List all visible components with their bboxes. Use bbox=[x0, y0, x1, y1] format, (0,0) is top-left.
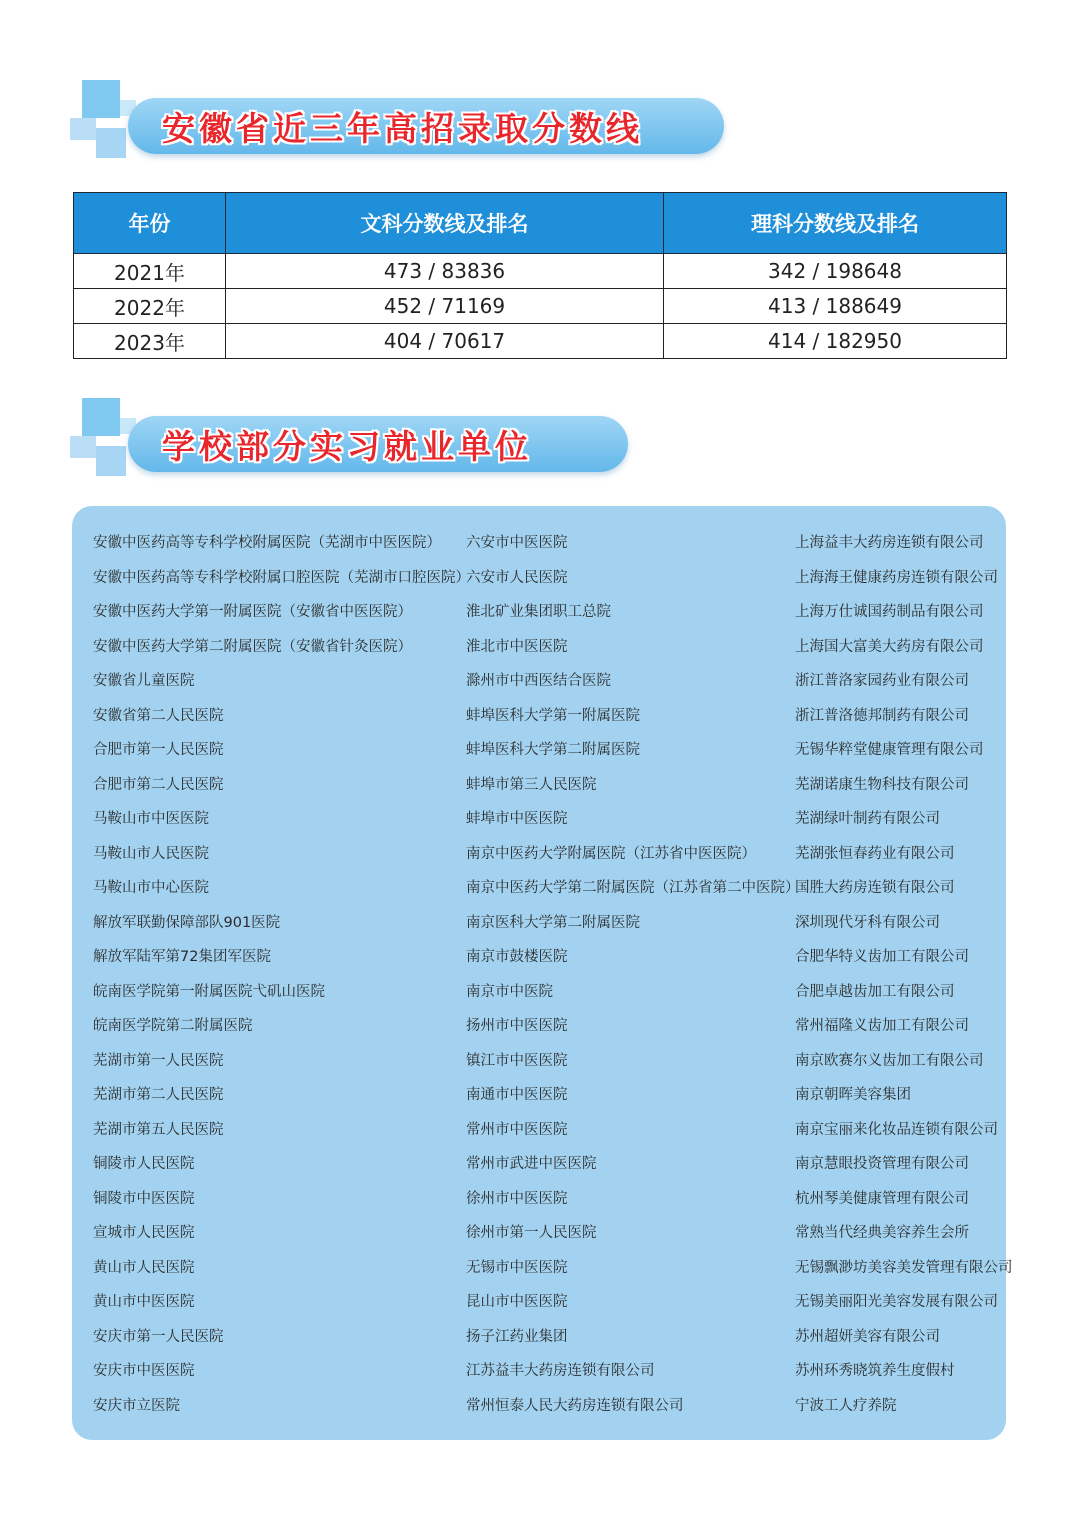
list-item: 浙江普洛德邦制药有限公司 bbox=[795, 707, 969, 724]
list-item: 南京宝丽来化妆品连锁有限公司 bbox=[795, 1121, 998, 1138]
list-item: 无锡市中医医院 bbox=[466, 1259, 568, 1276]
list-item: 马鞍山市人民医院 bbox=[93, 845, 209, 862]
list-item: 常州恒泰人民大药房连锁有限公司 bbox=[466, 1397, 684, 1414]
decor-square-icon bbox=[70, 118, 96, 140]
units-column-1 bbox=[93, 526, 470, 1423]
list-item: 无锡美丽阳光美容发展有限公司 bbox=[795, 1294, 998, 1310]
list-item: 黄山市中医医院 bbox=[93, 1294, 195, 1310]
list-item: 上海万仕诚国药制品有限公司 bbox=[795, 604, 984, 620]
list-item: 合肥卓越齿加工有限公司 bbox=[795, 983, 955, 1000]
decor-square-icon bbox=[96, 128, 126, 158]
decor-square-icon bbox=[82, 398, 120, 436]
list-item: 安徽省第二人民医院 bbox=[93, 707, 224, 724]
science-cell: 342 / 198648 bbox=[664, 254, 1007, 289]
list-item: 南京慧眼投资管理有限公司 bbox=[795, 1156, 969, 1172]
list-item: 芜湖市第二人民医院 bbox=[93, 1087, 224, 1103]
table-row bbox=[74, 324, 1007, 359]
year-cell: 2021年 bbox=[74, 254, 226, 289]
list-item: 南京市中医院 bbox=[466, 983, 553, 1000]
liberal-arts-cell: 404 / 70617 bbox=[226, 324, 664, 359]
liberal-arts-cell: 452 / 71169 bbox=[226, 289, 664, 324]
list-item: 常熟当代经典美容养生会所 bbox=[795, 1225, 969, 1241]
list-item: 淮北市中医医院 bbox=[466, 638, 568, 655]
list-item: 马鞍山市中医医院 bbox=[93, 811, 209, 827]
section-banner bbox=[128, 98, 724, 154]
list-item: 上海益丰大药房连锁有限公司 bbox=[795, 535, 984, 551]
list-item: 扬子江药业集团 bbox=[466, 1328, 568, 1345]
internship-units-panel bbox=[72, 506, 1013, 1440]
list-item: 扬州市中医医院 bbox=[466, 1018, 568, 1034]
list-item: 合肥华特义齿加工有限公司 bbox=[795, 949, 969, 965]
table-header-row bbox=[74, 193, 1007, 254]
science-cell: 414 / 182950 bbox=[664, 324, 1007, 359]
list-item: 芜湖张恒春药业有限公司 bbox=[795, 845, 955, 862]
list-item: 皖南医学院第一附属医院弋矶山医院 bbox=[93, 983, 325, 1000]
list-item: 滁州市中西医结合医院 bbox=[466, 673, 611, 689]
list-item: 南京欧赛尔义齿加工有限公司 bbox=[795, 1052, 984, 1069]
list-item: 江苏益丰大药房连锁有限公司 bbox=[466, 1363, 655, 1379]
list-item: 六安市人民医院 bbox=[466, 569, 568, 586]
list-item: 六安市中医医院 bbox=[466, 535, 568, 551]
list-item: 苏州环秀晓筑养生度假村 bbox=[795, 1363, 955, 1379]
decor-square-icon bbox=[82, 80, 120, 118]
list-item: 杭州琴美健康管理有限公司 bbox=[795, 1190, 969, 1207]
units-column-2 bbox=[466, 526, 800, 1423]
list-item: 芜湖市第五人民医院 bbox=[93, 1121, 224, 1138]
list-item: 马鞍山市中心医院 bbox=[93, 880, 209, 896]
list-item: 合肥市第二人民医院 bbox=[93, 776, 224, 793]
list-item: 无锡华粹堂健康管理有限公司 bbox=[795, 742, 984, 758]
list-item: 上海国大富美大药房有限公司 bbox=[795, 638, 984, 655]
list-item: 蚌埠医科大学第一附属医院 bbox=[466, 707, 640, 724]
list-item: 皖南医学院第二附属医院 bbox=[93, 1018, 253, 1034]
admission-scores-table bbox=[73, 192, 1007, 359]
header-year: 年份 bbox=[74, 193, 226, 254]
list-item: 安庆市中医医院 bbox=[93, 1363, 195, 1379]
list-item: 国胜大药房连锁有限公司 bbox=[795, 880, 955, 896]
decor-square-icon bbox=[70, 436, 96, 458]
list-item: 浙江普洛家园药业有限公司 bbox=[795, 673, 969, 689]
list-item: 蚌埠市中医医院 bbox=[466, 811, 568, 827]
list-item: 安庆市立医院 bbox=[93, 1397, 180, 1414]
list-item: 常州市武进中医医院 bbox=[466, 1156, 597, 1172]
section-title: 学校部分实习就业单位 bbox=[162, 426, 532, 466]
list-item: 徐州市第一人民医院 bbox=[466, 1225, 597, 1241]
header-liberal-arts: 文科分数线及排名 bbox=[226, 193, 664, 254]
list-item: 上海海王健康药房连锁有限公司 bbox=[795, 569, 998, 586]
list-item: 常州市中医医院 bbox=[466, 1121, 568, 1138]
list-item: 安徽中医药高等专科学校附属医院（芜湖市中医医院） bbox=[93, 535, 441, 551]
list-item: 解放军联勤保障部队901医院 bbox=[93, 914, 281, 931]
list-item: 宁波工人疗养院 bbox=[795, 1397, 897, 1414]
list-item: 南京朝晖美容集团 bbox=[795, 1087, 911, 1103]
list-item: 徐州市中医医院 bbox=[466, 1190, 568, 1207]
list-item: 蚌埠医科大学第二附属医院 bbox=[466, 742, 640, 758]
list-item: 安徽省儿童医院 bbox=[93, 673, 195, 689]
list-item: 安徽中医药大学第二附属医院（安徽省针灸医院） bbox=[93, 638, 412, 655]
header-science: 理科分数线及排名 bbox=[664, 193, 1007, 254]
list-item: 芜湖绿叶制药有限公司 bbox=[795, 811, 940, 827]
list-item: 芜湖市第一人民医院 bbox=[93, 1052, 224, 1069]
table-row bbox=[74, 254, 1007, 289]
list-item: 镇江市中医医院 bbox=[466, 1052, 568, 1069]
section-title: 安徽省近三年高招录取分数线 bbox=[162, 108, 643, 148]
science-cell: 413 / 188649 bbox=[664, 289, 1007, 324]
year-cell: 2022年 bbox=[74, 289, 226, 324]
list-item: 蚌埠市第三人民医院 bbox=[466, 776, 597, 793]
section-banner bbox=[128, 416, 628, 472]
list-item: 淮北矿业集团职工总院 bbox=[466, 604, 611, 620]
list-item: 安徽中医药大学第一附属医院（安徽省中医医院） bbox=[93, 604, 412, 620]
list-item: 南京中医药大学第二附属医院（江苏省第二中医院） bbox=[466, 880, 800, 896]
list-item: 宣城市人民医院 bbox=[93, 1225, 195, 1241]
list-item: 常州福隆义齿加工有限公司 bbox=[795, 1018, 969, 1034]
list-item: 安徽中医药高等专科学校附属口腔医院（芜湖市口腔医院） bbox=[93, 569, 470, 586]
decor-square-icon bbox=[96, 446, 126, 476]
list-item: 铜陵市人民医院 bbox=[93, 1156, 195, 1172]
liberal-arts-cell: 473 / 83836 bbox=[226, 254, 664, 289]
list-item: 无锡飘渺坊美容美发管理有限公司 bbox=[795, 1259, 1013, 1276]
list-item: 南京市鼓楼医院 bbox=[466, 949, 568, 965]
list-item: 安庆市第一人民医院 bbox=[93, 1328, 224, 1345]
list-item: 黄山市人民医院 bbox=[93, 1259, 195, 1276]
year-cell: 2023年 bbox=[74, 324, 226, 359]
list-item: 南京中医药大学附属医院（江苏省中医医院） bbox=[466, 845, 756, 862]
list-item: 南京医科大学第二附属医院 bbox=[466, 914, 640, 931]
list-item: 芜湖诺康生物科技有限公司 bbox=[795, 776, 969, 793]
list-item: 深圳现代牙科有限公司 bbox=[795, 914, 940, 931]
list-item: 解放军陆军第72集团军医院 bbox=[93, 949, 271, 965]
list-item: 昆山市中医医院 bbox=[466, 1294, 568, 1310]
list-item: 苏州超妍美容有限公司 bbox=[795, 1328, 940, 1345]
table-row bbox=[74, 289, 1007, 324]
list-item: 铜陵市中医医院 bbox=[93, 1190, 195, 1207]
list-item: 南通市中医医院 bbox=[466, 1087, 568, 1103]
units-column-3 bbox=[795, 526, 1013, 1423]
list-item: 合肥市第一人民医院 bbox=[93, 742, 224, 758]
